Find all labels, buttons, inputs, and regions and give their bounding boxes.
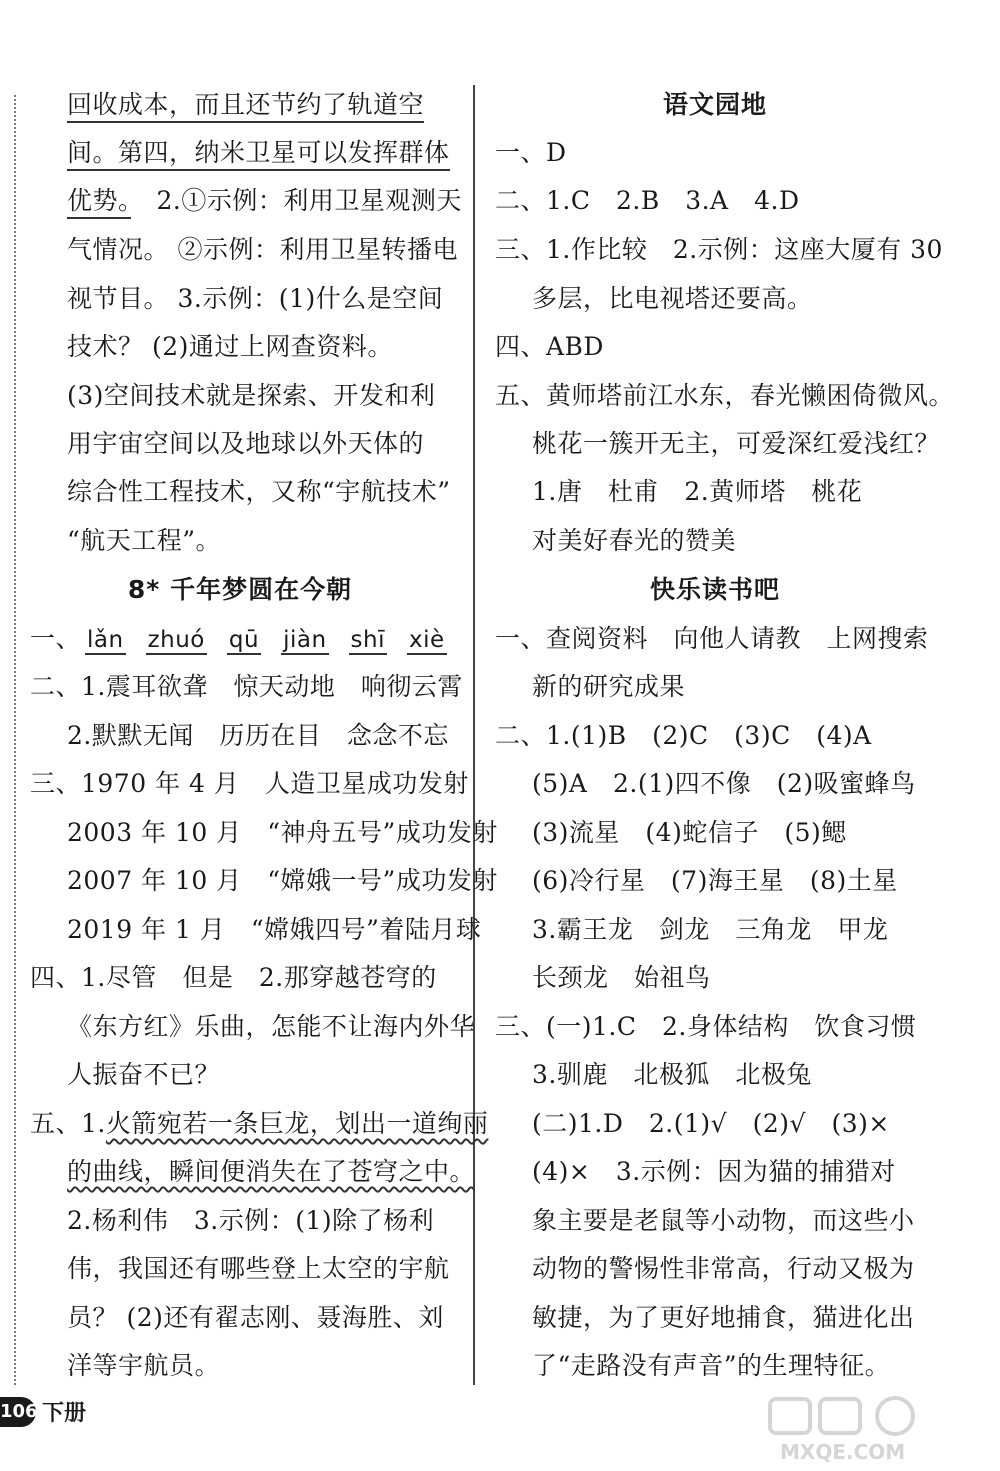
section-title: 8* 千年梦圆在今朝 [127, 575, 353, 604]
pinyin-answer: jiàn [283, 627, 327, 653]
text-line: 伟，我国还有哪些登上太空的宇航 [67, 1254, 450, 1283]
text-line: 敏捷，为了更好地捕食，猫进化出 [532, 1303, 915, 1332]
text-line: 3.驯鹿 北极狐 北极兔 [532, 1060, 812, 1089]
text-line: 长颈龙 始祖鸟 [532, 963, 711, 992]
text-line: 二、1.C 2.B 3.A 4.D [495, 186, 800, 215]
text-line: 桃花一簇开无主，可爱深红爱浅红？ [532, 429, 941, 458]
text-line: 技术？ (2)通过上网查资料。 [67, 332, 393, 361]
pinyin-answer: xiè [408, 627, 445, 653]
text-line: 一、查阅资料 向他人请教 上网搜索 [495, 624, 929, 653]
text-line: 了“走路没有声音”的生理特征。 [532, 1351, 891, 1380]
text-line: 综合性工程技术，又称“宇航技术” [67, 477, 451, 506]
text-line: 四、1.尽管 但是 2.那穿越苍穹的 [30, 963, 437, 992]
page-number-badge: 106 [0, 1397, 36, 1427]
watermark-logo-icon [760, 1395, 990, 1465]
text-line: 洋等宇航员。 [67, 1351, 221, 1380]
text-line: (6)冷行星 (7)海王星 (8)土星 [532, 866, 898, 895]
text-line: 视节目。 3.示例：(1)什么是空间 [67, 284, 444, 313]
text-line: 间。第四，纳米卫星可以发挥群体 [67, 138, 450, 168]
text-line: 二、1.震耳欲聋 惊天动地 响彻云霄 [30, 672, 463, 701]
text-line: 3.霸王龙 剑龙 三角龙 甲龙 [532, 915, 889, 944]
text-line: 一、D [495, 138, 567, 167]
text-line: “航天工程”。 [67, 526, 222, 555]
text-line: (3)流星 (4)蛇信子 (5)鳃 [532, 818, 847, 847]
text-line: 2019 年 1 月 “嫦娥四号”着陆月球 [67, 915, 482, 944]
text-line: (二)1.D 2.(1)√ (2)√ (3)× [532, 1109, 890, 1138]
section-title: 快乐读书吧 [649, 575, 780, 604]
text-line: (4)× 3.示例：因为猫的捕猎对 [532, 1157, 896, 1186]
volume-label: 下册 [42, 1401, 87, 1426]
text-line: 2.默默无闻 历历在目 念念不忘 [67, 721, 449, 750]
text-line: 2007 年 10 月 “嫦娥一号”成功发射 [67, 866, 498, 895]
text-line: 2003 年 10 月 “神舟五号”成功发射 [67, 818, 498, 847]
margin-dotted-line [14, 95, 16, 1385]
text-line: 人振奋不已？ [67, 1060, 221, 1089]
pinyin-answer: lǎn [87, 627, 124, 653]
column-divider [473, 85, 475, 1385]
pinyin-answer: zhuó [147, 627, 205, 653]
text-line: 三、1970 年 4 月 人造卫星成功发射 [30, 769, 469, 798]
text-line: 回收成本，而且还节约了轨道空 [67, 90, 424, 120]
text-line: 多层，比电视塔还要高。 [532, 284, 813, 313]
text-line: 用宇宙空间以及地球以外天体的 [67, 429, 425, 458]
pinyin-answer: shī [350, 627, 385, 653]
text-line: (3)空间技术就是探索、开发和利 [67, 381, 436, 410]
text-line: 1.唐 杜甫 2.黄师塔 桃花 [532, 477, 863, 506]
text-line: 气情况。 ②示例：利用卫星转播电 [67, 235, 458, 264]
section-title: 语文园地 [662, 90, 767, 119]
text-line: 五、黄师塔前江水东，春光懒困倚微风。 [495, 381, 955, 410]
text-line: 二、1.(1)B (2)C (3)C (4)A [495, 721, 872, 750]
text-line: 2.杨利伟 3.示例：(1)除了杨利 [67, 1206, 435, 1235]
text-line: 员？ (2)还有翟志刚、聂海胜、刘 [67, 1303, 444, 1332]
watermark-text: MXQE.COM [780, 1440, 906, 1464]
text-line: 优势。 2.①示例：利用卫星观测天 [67, 186, 462, 216]
pinyin-line: 一、 lǎn zhuó qū jiàn shī xiè [30, 624, 445, 653]
text-line: 四、ABD [495, 332, 604, 361]
text-line: 《东方红》乐曲，怎能不让海内外华 [67, 1012, 476, 1041]
text-line: 动物的警惕性非常高，行动又极为 [532, 1254, 915, 1283]
text-line: 新的研究成果 [532, 672, 686, 701]
text-line: 象主要是老鼠等小动物，而这些小 [532, 1206, 915, 1235]
text-line: 三、1.作比较 2.示例：这座大厦有 30 [495, 235, 943, 264]
pinyin-answer: qū [228, 627, 260, 653]
text-line: 对美好春光的赞美 [532, 526, 737, 555]
text-line: (5)A 2.(1)四不像 (2)吸蜜蜂鸟 [532, 769, 916, 798]
text-line: 五、1.火箭宛若一条巨龙，划出一道绚丽 [30, 1109, 489, 1138]
text-line: 的曲线，瞬间便消失在了苍穹之中。 [67, 1157, 476, 1186]
text-line: 三、(一)1.C 2.身体结构 饮食习惯 [495, 1012, 917, 1041]
